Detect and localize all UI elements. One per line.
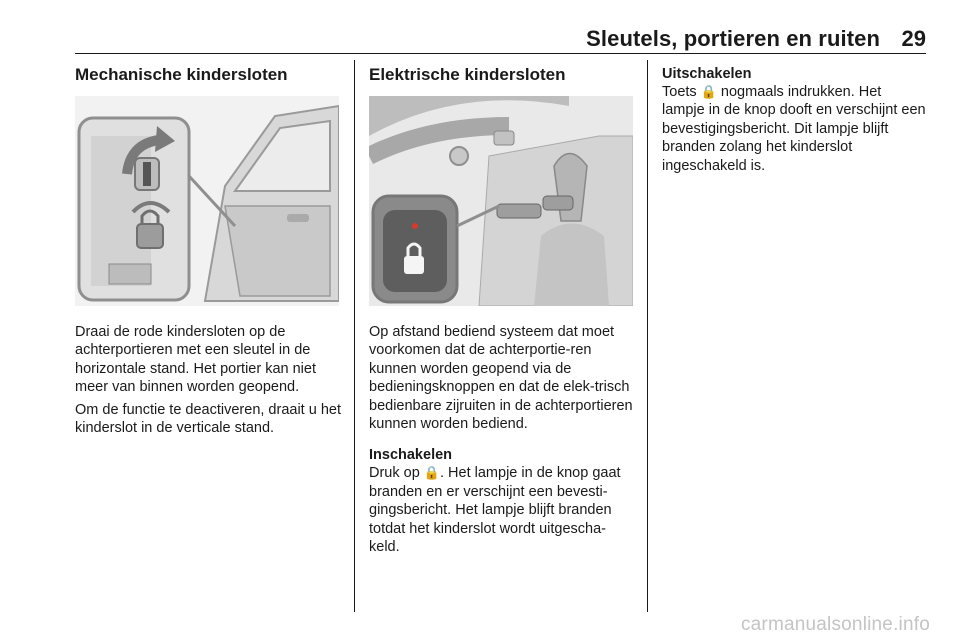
paragraph-electrical-description: Op afstand bediend systeem dat moet voorkomen dat de achterportie-ren kunnen worden geopend via de bedieningsknoppen en dat de elek-trisch bedienbare zijruiten in de achterportieren kunnen worden bediend. xyxy=(369,324,633,433)
door-illustration xyxy=(75,96,339,306)
header-rule xyxy=(75,53,926,54)
column-divider-2 xyxy=(647,60,648,612)
column-mechanical xyxy=(75,65,341,437)
heading-electrical-child-locks: Elektrische kindersloten xyxy=(369,65,566,84)
page-header-title: Sleutels, portieren en ruiten xyxy=(586,26,880,51)
paragraph-activate xyxy=(369,464,634,556)
subheading-activate: Inschakelen xyxy=(369,447,453,464)
lock-icon: 🔒 xyxy=(423,465,440,481)
illustration-rear-door-child-lock xyxy=(75,96,339,306)
activate-text-start: Druk op xyxy=(369,465,420,482)
lock-icon: 🔒 xyxy=(700,84,717,99)
column-electrical xyxy=(369,65,634,556)
paragraph-deactivate xyxy=(662,83,928,175)
column-divider-1 xyxy=(354,60,355,612)
activate-text-end: . Het lampje in de knop gaat branden en er verschijnt een bevesti-gingsbericht. Het lampje blijft branden totdat het kinderslot wordt uitgescha-keld. xyxy=(369,465,621,556)
deactivate-text-start: Toets xyxy=(662,84,697,100)
paragraph-mechanical-activate: Draai de rode kindersloten op de achterportieren met een sleutel in de horizontale stand. Het portier kan niet meer van binnen worden geopend. xyxy=(75,324,316,396)
deactivate-text-end: nogmaals indrukken. Het lampje in de knop dooft en verschijnt een bevestigingsbericht. Dit lampje blijft branden zolang het kinderslot ingeschakeld is. xyxy=(662,84,926,174)
watermark: carmanualsonline.info xyxy=(740,614,930,635)
paragraph-mechanical-deactivate: Om de functie te deactiveren, draait u het kinderslot in de verticale stand. xyxy=(75,401,341,437)
illustration-child-lock-button xyxy=(369,96,633,306)
subheading-deactivate: Uitschakelen xyxy=(662,66,752,82)
console-illustration xyxy=(369,96,633,306)
page-number: 29 xyxy=(901,26,926,51)
column-deactivate xyxy=(662,65,928,175)
heading-mechanical-child-locks: Mechanische kindersloten xyxy=(75,65,288,84)
